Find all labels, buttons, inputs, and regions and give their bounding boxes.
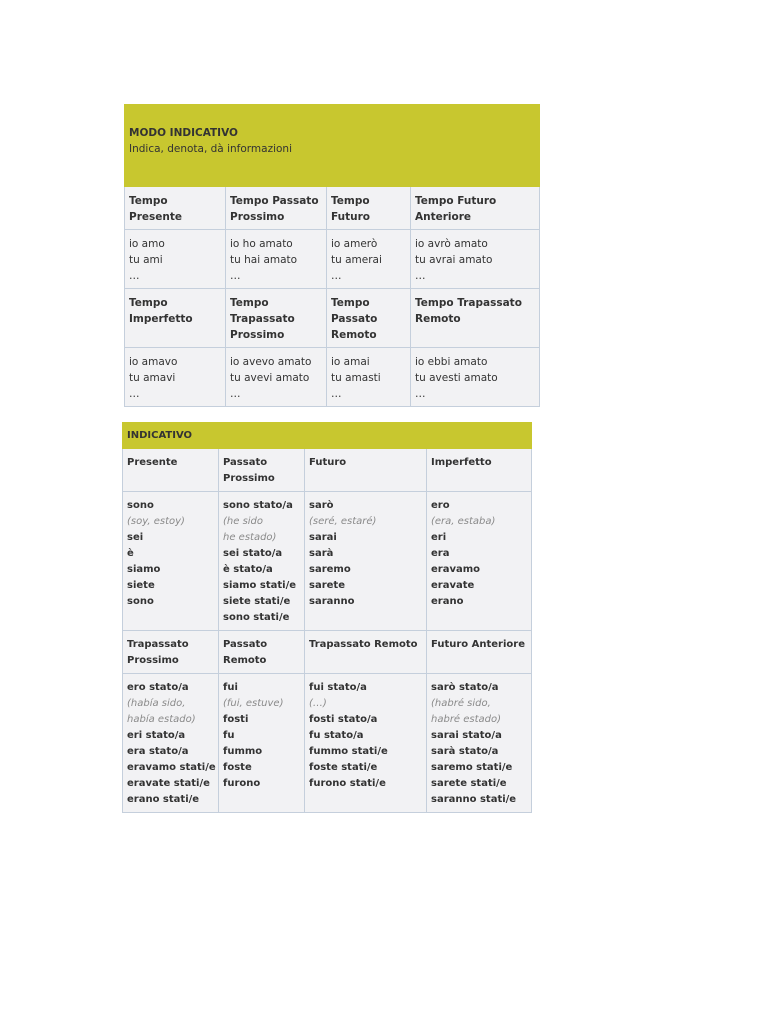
conjugation-line: era stato/a bbox=[127, 746, 189, 757]
table-cell bbox=[226, 348, 327, 407]
conjugation-line: io ho amato bbox=[230, 238, 293, 250]
conjugation-line: furono bbox=[223, 778, 261, 789]
translation-line: (he sido bbox=[223, 516, 264, 527]
conjugation-line: ero bbox=[431, 500, 450, 511]
modo-indicativo-table bbox=[124, 104, 540, 407]
conjugation-line: fummo bbox=[223, 746, 263, 757]
conjugation-line: tu amerai bbox=[331, 254, 382, 266]
table-cell bbox=[305, 492, 427, 631]
conjugation-line: sarete bbox=[309, 580, 345, 591]
column-header: Tempo Passato Remoto bbox=[327, 289, 411, 348]
ellipsis: … bbox=[230, 270, 241, 282]
table-row bbox=[123, 492, 532, 631]
conjugation-line: tu avrai amato bbox=[415, 254, 493, 266]
conjugation-line: eravate stati/e bbox=[127, 778, 210, 789]
conjugation-line: è bbox=[127, 548, 134, 559]
column-header: Tempo Trapassato Remoto bbox=[411, 289, 540, 348]
conjugation-line: sono stati/e bbox=[223, 612, 290, 623]
conjugation-line: tu avevi amato bbox=[230, 372, 310, 384]
table-cell bbox=[125, 230, 226, 289]
table-cell bbox=[219, 492, 305, 631]
conjugation-line: fui bbox=[223, 682, 238, 693]
table-cell bbox=[327, 230, 411, 289]
table-cell bbox=[411, 348, 540, 407]
table-header-band bbox=[125, 105, 540, 187]
column-header: Passato Prossimo bbox=[219, 449, 305, 492]
conjugation-line: io amo bbox=[129, 238, 165, 250]
table-cell bbox=[123, 674, 219, 813]
header-row bbox=[125, 289, 540, 348]
conjugation-line: eravamo bbox=[431, 564, 481, 575]
translation-line: (…) bbox=[309, 698, 327, 709]
table-cell bbox=[219, 674, 305, 813]
column-header: Imperfetto bbox=[427, 449, 532, 492]
column-header: Trapassato Prossimo bbox=[123, 631, 219, 674]
conjugation-line: saremo bbox=[309, 564, 351, 575]
column-header: Tempo Futuro bbox=[327, 187, 411, 230]
conjugation-line: siamo bbox=[127, 564, 161, 575]
conjugation-line: sarà stato/a bbox=[431, 746, 499, 757]
table-cell bbox=[427, 674, 532, 813]
column-header: Futuro bbox=[305, 449, 427, 492]
conjugation-line: fu bbox=[223, 730, 235, 741]
column-header: Presente bbox=[123, 449, 219, 492]
conjugation-line: foste bbox=[223, 762, 252, 773]
conjugation-line: tu hai amato bbox=[230, 254, 298, 266]
translation-line: habré estado) bbox=[431, 714, 502, 725]
conjugation-line: sarò stato/a bbox=[431, 682, 499, 693]
conjugation-line: eravamo stati/e bbox=[127, 762, 216, 773]
ellipsis: … bbox=[415, 270, 426, 282]
conjugation-line: fummo stati/e bbox=[309, 746, 388, 757]
column-header: Tempo Presente bbox=[125, 187, 226, 230]
conjugation-line: tu ami bbox=[129, 254, 163, 266]
conjugation-line: era bbox=[431, 548, 450, 559]
translation-line: (había sido, bbox=[127, 698, 186, 709]
conjugation-line: io amai bbox=[331, 356, 370, 368]
translation-line: había estado) bbox=[127, 714, 196, 725]
conjugation-line: eri stato/a bbox=[127, 730, 186, 741]
conjugation-line: erano bbox=[431, 596, 464, 607]
header-row bbox=[123, 449, 532, 492]
column-header: Tempo Passato Prossimo bbox=[226, 187, 327, 230]
conjugation-line: ero stato/a bbox=[127, 682, 189, 693]
table-cell bbox=[411, 230, 540, 289]
conjugation-line: sei bbox=[127, 532, 144, 543]
conjugation-line: io amerò bbox=[331, 238, 378, 250]
table-title: MODO INDICATIVO bbox=[129, 127, 238, 139]
translation-line: (habré sido, bbox=[431, 698, 491, 709]
conjugation-line: saranno bbox=[309, 596, 355, 607]
table-row bbox=[125, 230, 540, 289]
table-subtitle: Indica, denota, dà informazioni bbox=[129, 143, 292, 155]
column-header: Tempo Futuro Anteriore bbox=[411, 187, 540, 230]
conjugation-line: sarete stati/e bbox=[431, 778, 507, 789]
table-cell bbox=[327, 348, 411, 407]
conjugation-line: fosti stato/a bbox=[309, 714, 378, 725]
table-title: INDICATIVO bbox=[123, 423, 532, 449]
indicativo-table bbox=[122, 422, 532, 813]
conjugation-line: sarai stato/a bbox=[431, 730, 502, 741]
conjugation-line: erano stati/e bbox=[127, 794, 200, 805]
conjugation-line: fu stato/a bbox=[309, 730, 364, 741]
table-row bbox=[123, 674, 532, 813]
conjugation-line: sono stato/a bbox=[223, 500, 293, 511]
ellipsis: … bbox=[331, 270, 342, 282]
conjugation-line: sarà bbox=[309, 548, 334, 559]
conjugation-line: saremo stati/e bbox=[431, 762, 513, 773]
conjugation-line: io avevo amato bbox=[230, 356, 312, 368]
conjugation-line: sono bbox=[127, 500, 154, 511]
conjugation-line: tu amavi bbox=[129, 372, 176, 384]
conjugation-line: sono bbox=[127, 596, 154, 607]
conjugation-line: tu amasti bbox=[331, 372, 381, 384]
conjugation-line: eravate bbox=[431, 580, 475, 591]
header-row bbox=[125, 187, 540, 230]
table-cell bbox=[123, 492, 219, 631]
conjugation-line: io ebbi amato bbox=[415, 356, 488, 368]
column-header: Trapassato Remoto bbox=[305, 631, 427, 674]
ellipsis: … bbox=[331, 388, 342, 400]
ellipsis: … bbox=[415, 388, 426, 400]
conjugation-line: sei stato/a bbox=[223, 548, 283, 559]
conjugation-line: saranno stati/e bbox=[431, 794, 517, 805]
translation-line: (era, estaba) bbox=[431, 516, 496, 527]
header-row bbox=[123, 631, 532, 674]
conjugation-line: sarò bbox=[309, 500, 334, 511]
conjugation-line: fosti bbox=[223, 714, 249, 725]
translation-line: (seré, estaré) bbox=[309, 516, 377, 527]
column-header: Futuro Anteriore bbox=[427, 631, 532, 674]
conjugation-line: fui stato/a bbox=[309, 682, 367, 693]
conjugation-line: è stato/a bbox=[223, 564, 273, 575]
conjugation-line: io amavo bbox=[129, 356, 178, 368]
ellipsis: … bbox=[129, 388, 140, 400]
conjugation-line: siete stati/e bbox=[223, 596, 291, 607]
column-header: Passato Remoto bbox=[219, 631, 305, 674]
translation-line: (fui, estuve) bbox=[223, 698, 284, 709]
table-row bbox=[125, 348, 540, 407]
translation-line: he estado) bbox=[223, 532, 277, 543]
conjugation-line: tu avesti amato bbox=[415, 372, 498, 384]
conjugation-line: eri bbox=[431, 532, 447, 543]
table-cell bbox=[305, 674, 427, 813]
table-cell bbox=[427, 492, 532, 631]
conjugation-line: siamo stati/e bbox=[223, 580, 297, 591]
conjugation-line: io avrò amato bbox=[415, 238, 488, 250]
table-cell bbox=[125, 348, 226, 407]
column-header: Tempo Imperfetto bbox=[125, 289, 226, 348]
table-cell bbox=[226, 230, 327, 289]
conjugation-line: foste stati/e bbox=[309, 762, 378, 773]
column-header: Tempo Trapassato Prossimo bbox=[226, 289, 327, 348]
translation-line: (soy, estoy) bbox=[127, 516, 185, 527]
ellipsis: … bbox=[230, 388, 241, 400]
conjugation-line: sarai bbox=[309, 532, 337, 543]
conjugation-line: siete bbox=[127, 580, 155, 591]
ellipsis: … bbox=[129, 270, 140, 282]
conjugation-line: furono stati/e bbox=[309, 778, 386, 789]
